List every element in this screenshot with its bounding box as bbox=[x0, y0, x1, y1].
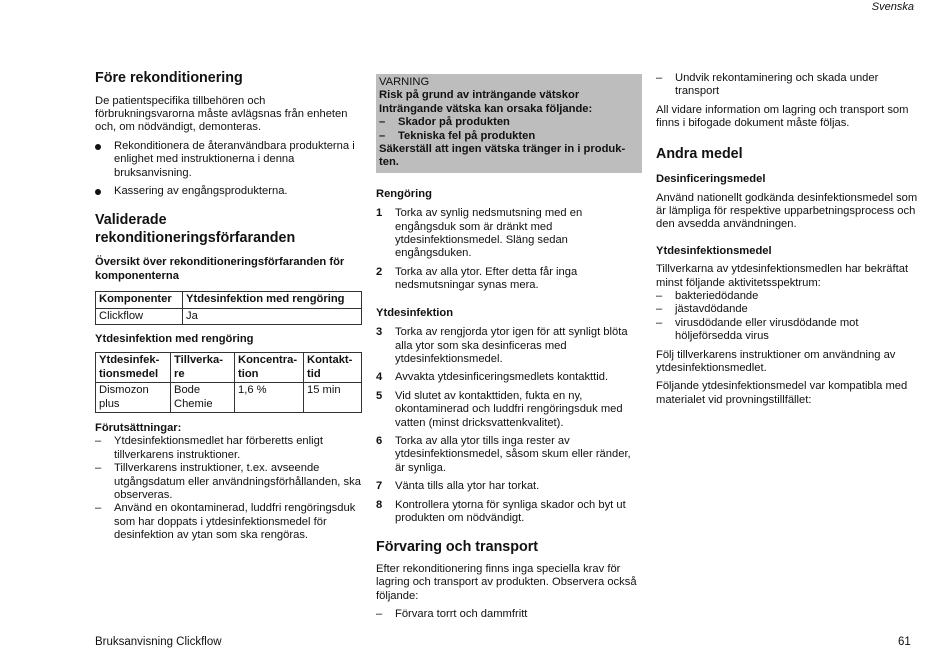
heading-table2: Ytdesinfektion med rengöring bbox=[95, 332, 254, 345]
dash-icon: – bbox=[379, 116, 386, 129]
heading-storage: Förvaring och transport bbox=[376, 539, 539, 556]
step-item: 6 Torka av alla ytor tills inga rester av ytdesinfektionsmedel, såsom skum eller ränder, är synliga. bbox=[376, 434, 631, 474]
paragraph-spectrum: Tillverkarna av ytdesinfektionsmedlen har bekräftat minst följande aktivitetsspektrum: bbox=[656, 263, 909, 289]
paragraph-compatible: Följande ytdesinfektionsmedel var kompatibla med materialet vid provningstillfället: bbox=[656, 380, 908, 406]
column-right bbox=[656, 72, 921, 407]
bullet-item: Rekonditionera de återanvändbara produkterna i enlighet med instruktionerna i denna bruksanvisning. bbox=[95, 140, 363, 180]
step-item: 8 Kontrollera ytorna för synliga skador och byt ut produkten om nödvändigt. bbox=[376, 498, 626, 524]
heading-overview: Översikt över rekonditioneringsförfaranden för komponenterna bbox=[95, 256, 345, 282]
list-item: – Använd en okontaminerad, luddfri rengöringsduk som har doppats i ytdesinfektionsmedel för desinfektion av ytan som ska rengöras. bbox=[95, 502, 356, 542]
step-number: 5 bbox=[376, 389, 383, 402]
dash-icon: – bbox=[95, 502, 102, 515]
list-item: – Tillverkarens instruktioner, t.ex. avseende utgångsdatum eller användningsförhållanden, ska observeras. bbox=[95, 462, 361, 502]
heading-other-agents: Andra medel bbox=[656, 145, 743, 162]
dash-icon: – bbox=[95, 435, 102, 448]
warning-title: VARNING bbox=[379, 76, 430, 88]
step-number: 7 bbox=[376, 480, 383, 493]
footer-page-number: 61 bbox=[898, 636, 911, 648]
list-item: – virusdödande eller virusdödande mot höljeförsedda virus bbox=[656, 316, 859, 343]
bullet-item: Kassering av engångsprodukterna. bbox=[95, 185, 363, 198]
disinfectant-table bbox=[95, 352, 362, 413]
heading-disinfection: Ytdesinfektion bbox=[376, 306, 454, 319]
paragraph-pre: De patientspecifika tillbehören och förbrukningsvarorna måste avlägsnas från enheten och, om nödvändigt, demonteras. bbox=[95, 94, 348, 134]
list-item: – Undvik rekontaminering och skada under transport bbox=[656, 72, 879, 98]
paragraph-storage: Efter rekonditionering finns inga speciella krav för lagring och transport av produkten. Observera också följande: bbox=[376, 562, 637, 602]
dash-icon: – bbox=[95, 462, 102, 475]
heading-disinfectants: Desinficeringsmedel bbox=[656, 173, 766, 186]
table-header-cell: Ytdesinfek-tionsmedel bbox=[96, 353, 171, 383]
heading-validated-line2: rekonditioneringsförfaranden bbox=[95, 229, 296, 246]
step-number: 2 bbox=[376, 265, 383, 278]
table-header-cell: Kontakt-tid bbox=[304, 353, 362, 383]
heading-prerequisites: Förutsättningar: bbox=[95, 422, 182, 434]
table-header-row bbox=[96, 353, 362, 383]
list-item: – Förvara torrt och dammfritt bbox=[376, 608, 528, 621]
step-number: 3 bbox=[376, 326, 383, 339]
table-cell: Dismozon plus bbox=[96, 383, 171, 413]
heading-cleaning: Rengöring bbox=[376, 187, 432, 200]
step-number: 1 bbox=[376, 207, 383, 220]
warning-line: Risk på grund av inträngande vätskor bbox=[379, 89, 580, 102]
table-header-row bbox=[96, 292, 362, 308]
dash-icon: – bbox=[656, 72, 663, 84]
step-item: 2 Torka av alla ytor. Efter detta får inga nedsmutsningar synas mera. bbox=[376, 265, 578, 292]
table-header-cell: Koncentra-tion bbox=[235, 353, 304, 383]
list-item: – Ytdesinfektionsmedlet har förberetts enligt tillverkarens instruktioner. bbox=[95, 435, 323, 461]
dash-icon: – bbox=[656, 289, 663, 302]
warning-line: Säkerställ att ingen vätska tränger in i produk-ten. bbox=[379, 143, 626, 169]
components-table bbox=[95, 291, 362, 325]
dash-icon: – bbox=[376, 608, 383, 621]
bullet-icon bbox=[95, 144, 101, 150]
table-cell: Bode Chemie bbox=[171, 383, 235, 413]
step-item: 7 Vänta tills alla ytor har torkat. bbox=[376, 480, 540, 493]
language-label: Svenska bbox=[871, 1, 914, 13]
heading-validated-line1: Validerade bbox=[95, 212, 167, 229]
bullet-icon bbox=[95, 189, 101, 195]
table-cell: Ja bbox=[183, 308, 362, 324]
heading-surface-disinfectants: Ytdesinfektionsmedel bbox=[656, 244, 772, 257]
heading-pre-reconditioning: Före rekonditionering bbox=[95, 70, 243, 86]
table-cell: 15 min bbox=[304, 383, 362, 413]
step-number: 4 bbox=[376, 371, 383, 384]
paragraph-info: All vidare information om lagring och transport som finns i bifogade dokument måste följas. bbox=[656, 103, 909, 130]
table-header-cell: Ytdesinfektion med rengöring bbox=[183, 292, 362, 308]
step-item: 4 Avvakta ytdesinficeringsmedlets kontakttid. bbox=[376, 371, 609, 384]
column-left bbox=[95, 70, 363, 543]
table-row bbox=[96, 308, 362, 324]
warning-item: – Skador på produkten bbox=[379, 116, 510, 129]
dash-icon: – bbox=[379, 129, 386, 142]
table-header-cell: Tillverka-re bbox=[171, 353, 235, 383]
step-number: 6 bbox=[376, 434, 383, 447]
footer-document-title: Bruksanvisning Clickflow bbox=[95, 636, 222, 648]
list-item: – bakteriedödande bbox=[656, 289, 759, 302]
paragraph-disinfectants: Använd nationellt godkända desinfektionsmedel som är lämpliga för respektive upparbetningsprocess och den avsedda användningen. bbox=[656, 191, 918, 231]
warning-item: – Tekniska fel på produkten bbox=[379, 129, 536, 142]
step-item: 3 Torka av rengjorda ytor igen för att synligt blöta alla ytor som ska desinficeras med ytdesinfektionsmedel. bbox=[376, 326, 628, 365]
list-item: – jästavdödande bbox=[656, 303, 748, 316]
table-header-cell: Komponenter bbox=[96, 292, 183, 308]
table-cell: 1,6 % bbox=[235, 383, 304, 413]
warning-line: Inträngande vätska kan orsaka följande: bbox=[379, 102, 593, 115]
step-number: 8 bbox=[376, 498, 383, 511]
warning-box bbox=[376, 74, 642, 173]
dash-icon: – bbox=[656, 316, 663, 329]
step-item: 5 Vid slutet av kontakttiden, fukta en ny, okontaminerad och luddfri rengöringsduk med vatten (minst dricksvattenkvalitet). bbox=[376, 389, 623, 429]
table-row bbox=[96, 383, 362, 413]
column-middle bbox=[376, 74, 642, 622]
step-item: 1 Torka av synlig nedsmutsning med en engångsduk som är dränkt med ytdesinfektionsmedel. Släng sedan engångsduken. bbox=[376, 207, 583, 260]
paragraph-follow: Följ tillverkarens instruktioner om användning av ytdesinfektionsmedlet. bbox=[656, 348, 896, 374]
dash-icon: – bbox=[656, 303, 663, 316]
table-cell: Clickflow bbox=[96, 308, 183, 324]
